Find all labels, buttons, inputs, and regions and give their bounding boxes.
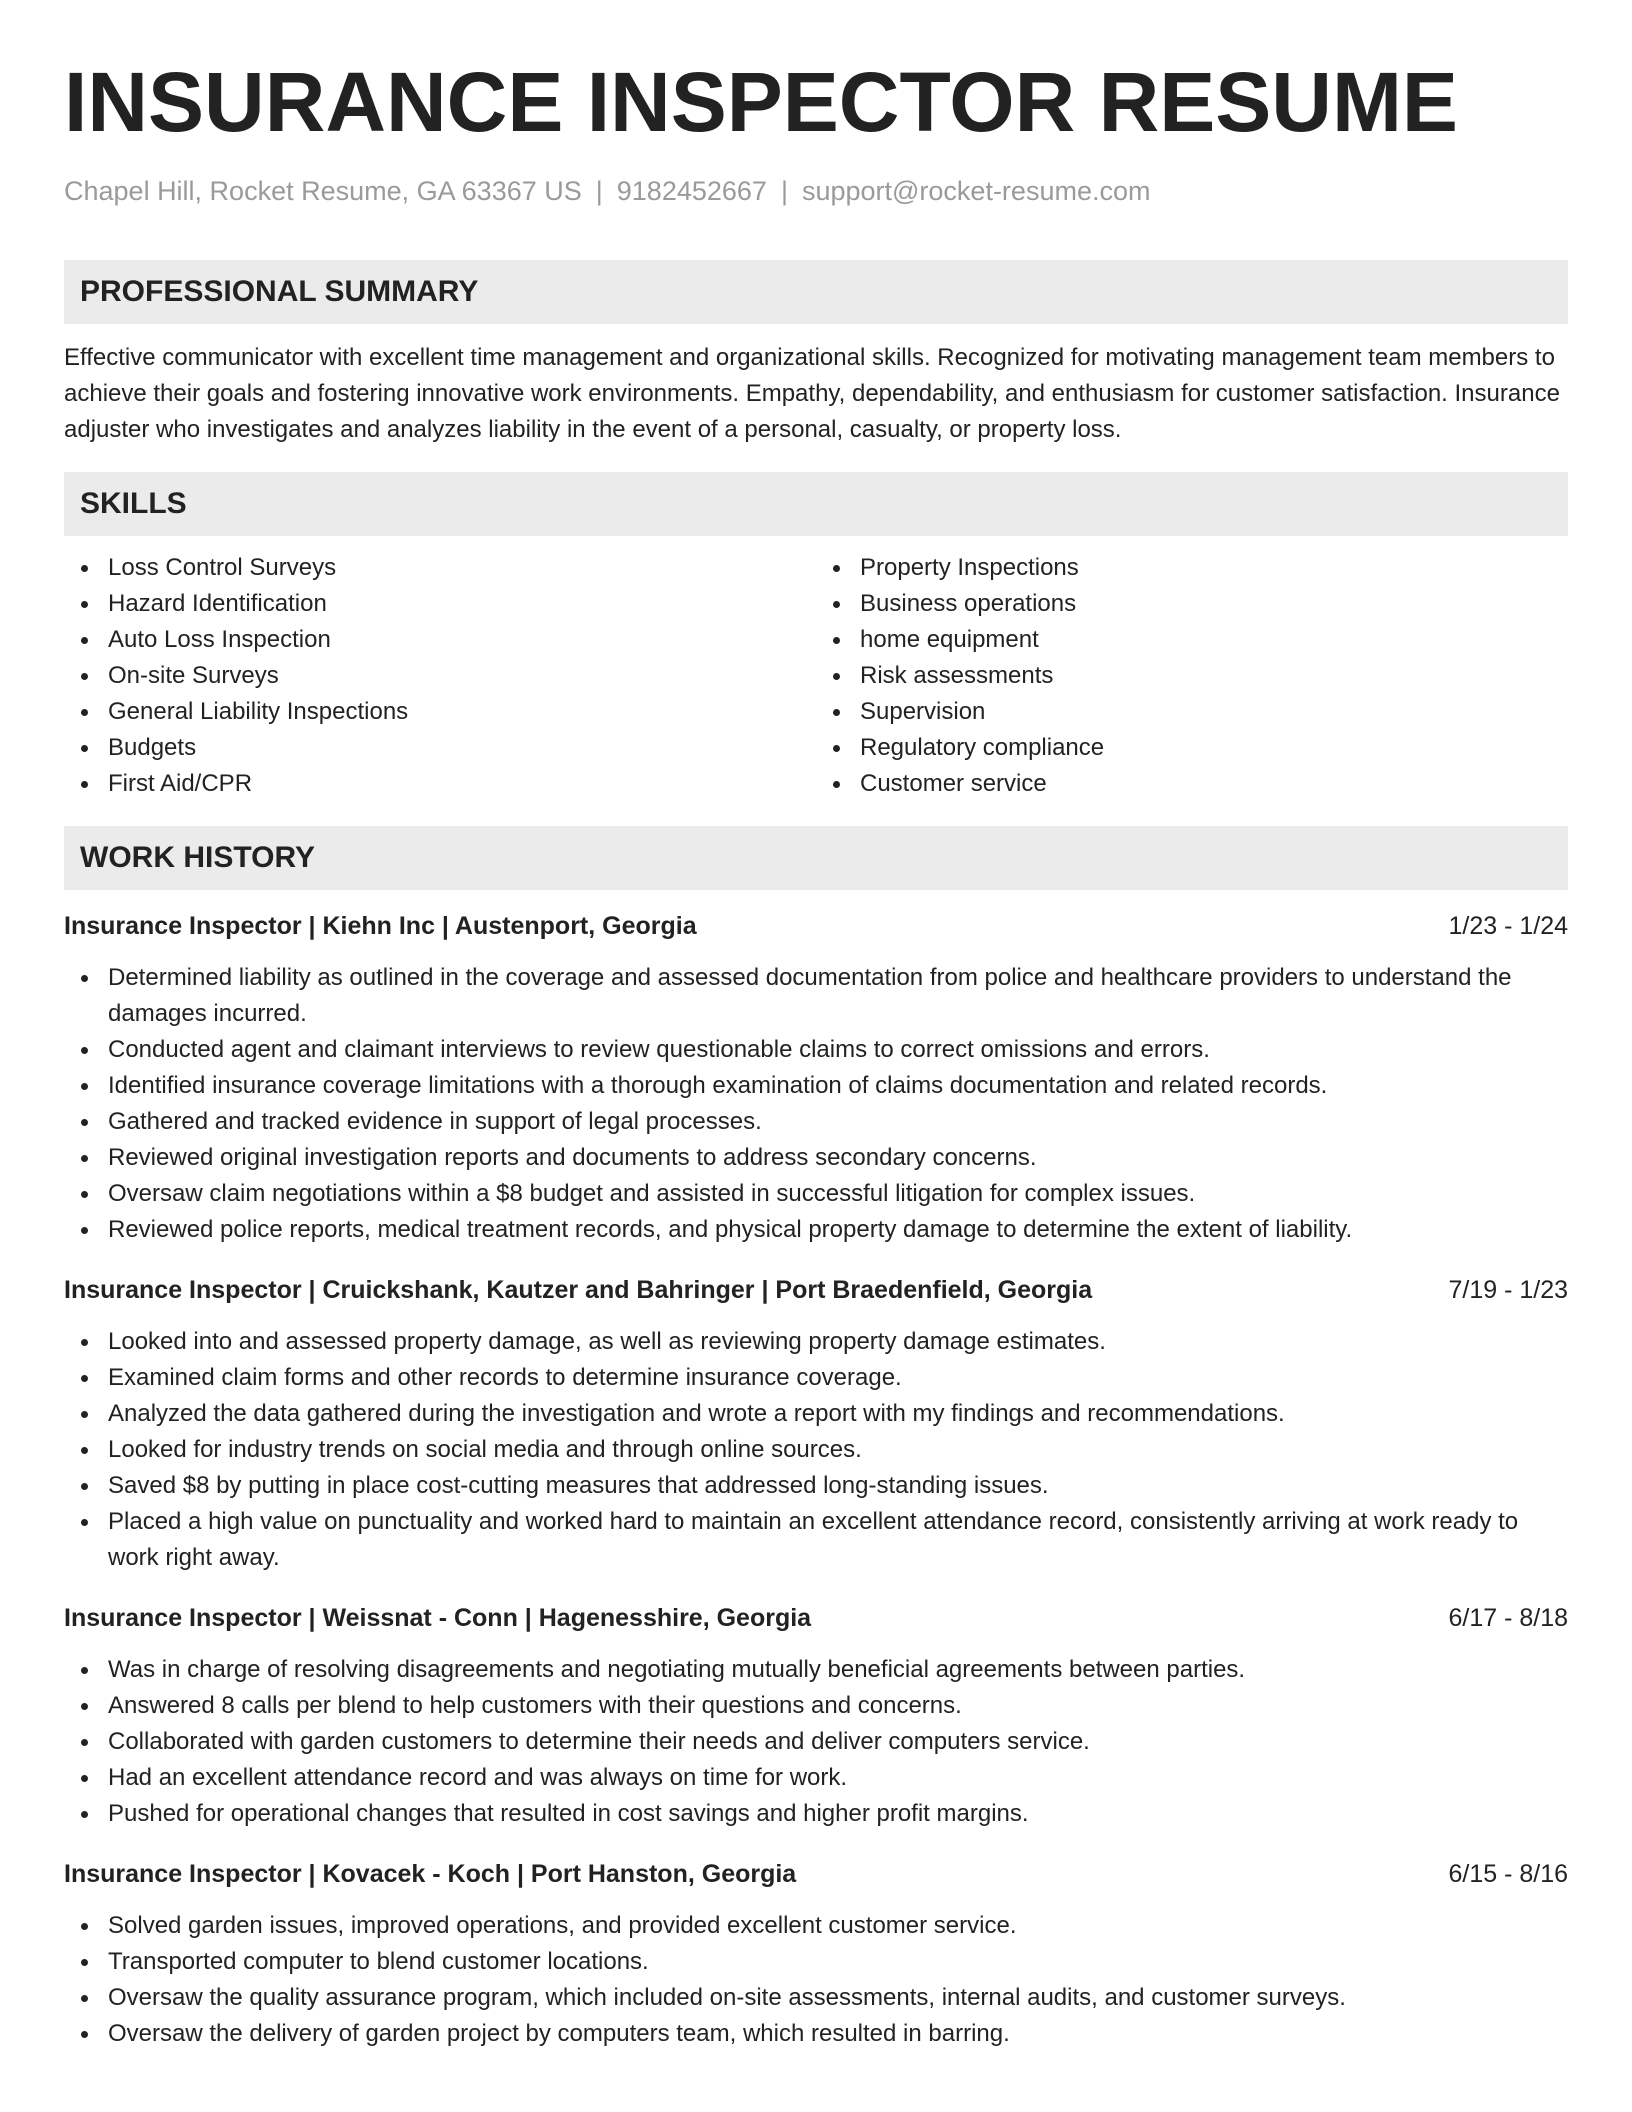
job-bullet: Gathered and tracked evidence in support of legal processes. (64, 1104, 1568, 1140)
job-bullet: Pushed for operational changes that resulted in cost savings and higher profit margins. (64, 1796, 1568, 1832)
skill-item: Auto Loss Inspection (64, 622, 816, 658)
skill-item: Loss Control Surveys (64, 550, 816, 586)
contact-separator: | (780, 176, 788, 206)
job-bullet: Looked for industry trends on social media and through online sources. (64, 1432, 1568, 1468)
job-dates: 6/15 - 8/16 (1448, 1860, 1568, 1888)
job-title: Insurance Inspector | Cruickshank, Kautzer and Bahringer | Port Braedenfield, Georgia (64, 1276, 1093, 1304)
skill-item: Supervision (816, 694, 1568, 730)
job-bullet: Collaborated with garden customers to determine their needs and deliver computers service. (64, 1724, 1568, 1760)
job-entry (64, 908, 1568, 1248)
contact-phone: 9182452667 (616, 176, 767, 206)
job-bullet: Transported computer to blend customer locations. (64, 1944, 1568, 1980)
contact-email: support@rocket-resume.com (801, 176, 1151, 206)
skill-item: Budgets (64, 730, 816, 766)
job-dates: 6/17 - 8/18 (1448, 1604, 1568, 1632)
job-bullet: Oversaw the quality assurance program, which included on-site assessments, internal audits, and customer surveys. (64, 1980, 1568, 2016)
job-bullet: Saved $8 by putting in place cost-cutting measures that addressed long-standing issues. (64, 1468, 1568, 1504)
job-bullet: Examined claim forms and other records to determine insurance coverage. (64, 1360, 1568, 1396)
job-bullet: Oversaw the delivery of garden project by computers team, which resulted in barring. (64, 2016, 1568, 2052)
job-title: Insurance Inspector | Kiehn Inc | Austenport, Georgia (64, 912, 697, 940)
job-bullet: Conducted agent and claimant interviews to review questionable claims to correct omissions and errors. (64, 1032, 1568, 1068)
job-dates: 7/19 - 1/23 (1448, 1276, 1568, 1304)
skill-item: Customer service (816, 766, 1568, 802)
skill-item: Property Inspections (816, 550, 1568, 586)
job-bullet: Had an excellent attendance record and was always on time for work. (64, 1760, 1568, 1796)
skill-item: First Aid/CPR (64, 766, 816, 802)
skill-item: On-site Surveys (64, 658, 816, 694)
job-bullet: Oversaw claim negotiations within a $8 budget and assisted in successful litigation for complex issues. (64, 1176, 1568, 1212)
job-bullet: Determined liability as outlined in the coverage and assessed documentation from police and healthcare providers to understand the damages incurred. (64, 960, 1568, 1032)
job-bullet: Looked into and assessed property damage, as well as reviewing property damage estimates. (64, 1324, 1568, 1360)
skill-item: home equipment (816, 622, 1568, 658)
resume-title: INSURANCE INSPECTOR RESUME (64, 55, 1458, 149)
job-bullet: Was in charge of resolving disagreements and negotiating mutually beneficial agreements between parties. (64, 1652, 1568, 1688)
job-bullet: Answered 8 calls per blend to help customers with their questions and concerns. (64, 1688, 1568, 1724)
job-entry (64, 1600, 1568, 1832)
skill-item: General Liability Inspections (64, 694, 816, 730)
job-bullet: Reviewed original investigation reports and documents to address secondary concerns. (64, 1140, 1568, 1176)
skill-item: Business operations (816, 586, 1568, 622)
skills-column-left (64, 550, 816, 802)
summary-heading: PROFESSIONAL SUMMARY (64, 260, 1568, 324)
summary-text: Effective communicator with excellent time management and organizational skills. Recognized for motivating management team members to achieve their goals and fostering innovative work environments. Empathy, dependability, and enthusiasm for customer satisfaction. Insurance adjuster who investigates and analyzes liability in the event of a personal, casualty, or property loss. (64, 344, 1560, 443)
job-header (64, 1856, 1568, 1892)
job-title: Insurance Inspector | Kovacek - Koch | Port Hanston, Georgia (64, 1860, 797, 1888)
job-bullet: Analyzed the data gathered during the investigation and wrote a report with my findings and recommendations. (64, 1396, 1568, 1432)
skill-item: Hazard Identification (64, 586, 816, 622)
job-entry (64, 1272, 1568, 1576)
job-bullets (64, 1324, 1568, 1576)
contact-separator: | (595, 176, 603, 206)
job-bullets (64, 1652, 1568, 1832)
job-title: Insurance Inspector | Weissnat - Conn | Hagenesshire, Georgia (64, 1604, 812, 1632)
job-dates: 1/23 - 1/24 (1448, 912, 1568, 940)
job-entry (64, 1856, 1568, 2052)
job-bullets (64, 1908, 1568, 2052)
job-header (64, 1272, 1568, 1308)
job-bullet: Solved garden issues, improved operations, and provided excellent customer service. (64, 1908, 1568, 1944)
job-bullet: Identified insurance coverage limitations with a thorough examination of claims documentation and related records. (64, 1068, 1568, 1104)
skills-list (64, 550, 1568, 802)
contact-address: Chapel Hill, Rocket Resume, GA 63367 US (64, 176, 582, 206)
job-bullet: Reviewed police reports, medical treatment records, and physical property damage to determine the extent of liability. (64, 1212, 1568, 1248)
job-header (64, 908, 1568, 944)
work-history-heading: WORK HISTORY (64, 826, 1568, 890)
skill-item: Regulatory compliance (816, 730, 1568, 766)
job-bullet: Placed a high value on punctuality and worked hard to maintain an excellent attendance record, consistently arriving at work ready to work right away. (64, 1504, 1568, 1576)
contact-line (64, 174, 1568, 208)
job-bullets (64, 960, 1568, 1248)
skills-heading: SKILLS (64, 472, 1568, 536)
job-header (64, 1600, 1568, 1636)
skill-item: Risk assessments (816, 658, 1568, 694)
skills-column-right (816, 550, 1568, 802)
